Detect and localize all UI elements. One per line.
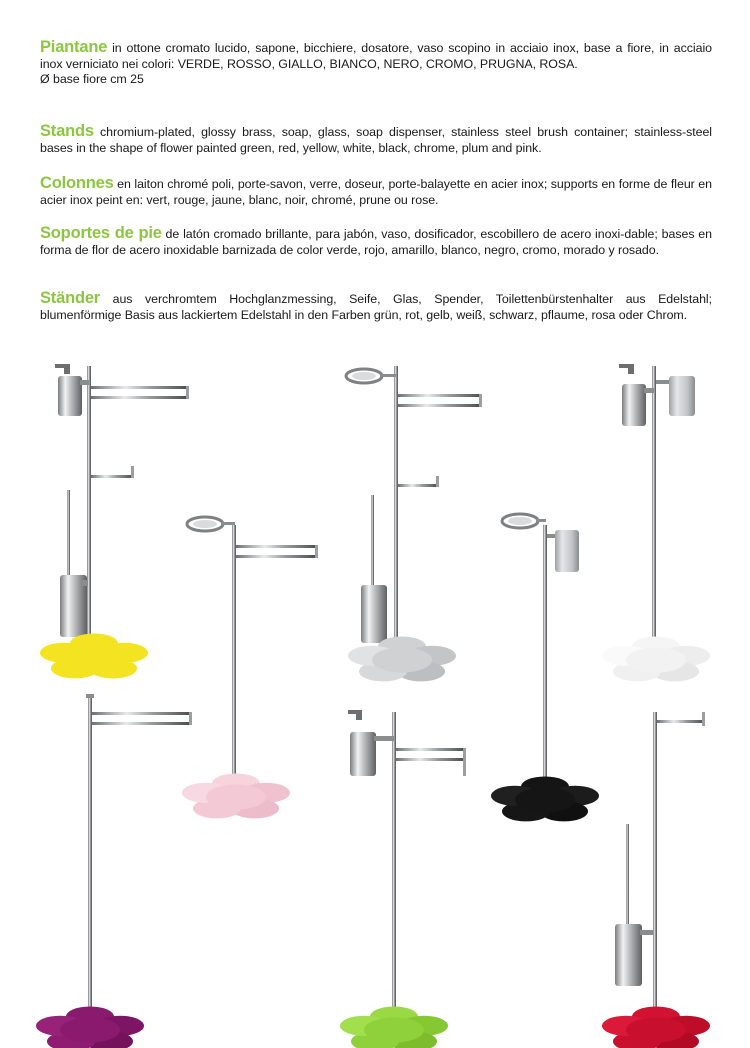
paragraph-stands (40, 124, 712, 156)
stand-chrome (346, 366, 482, 681)
paragraph-text (40, 176, 712, 208)
stand-white (602, 364, 710, 681)
paragraph-body: in ottone cromato lucido, sapone, bicchiere, dosatore, vaso scopino in acciaio inox, base a fiore, in acciaio inox verniciato nei colori: VERDE, ROSSO, GIALLO, BIANCO, NERO, CROMO, PRUGNA, ROSA. (40, 41, 712, 71)
paragraph-text (40, 40, 712, 88)
paragraph-text (40, 124, 712, 156)
paragraph-heading: Ständer (40, 289, 101, 307)
paragraph-text (40, 226, 712, 258)
base-diameter-note: Ø base fiore cm 25 (40, 72, 144, 86)
paragraph-staender (40, 291, 712, 323)
paragraph-body: chromium-plated, glossy brass, soap, glass, soap dispenser, stainless steel brush container; stainless-steel bases in the shape of flower painted green, red, yellow, white, black, chrome, plum and pink. (40, 125, 712, 155)
stand-green (340, 710, 466, 1048)
paragraph-text (40, 291, 712, 323)
paragraph-body: en laiton chromé poli, porte-savon, verre, doseur, porte-balayette en acier inox; supports en forme de fleur en acier inox peint en: vert, rouge, jaune, blanc, noir, chromé, prune ou rose. (40, 177, 712, 207)
paragraph-soportes (40, 226, 712, 258)
stand-black (491, 514, 599, 821)
paragraph-colonnes (40, 176, 712, 208)
stand-plum (36, 694, 192, 1048)
paragraph-heading: Piantane (40, 38, 108, 56)
paragraph-heading: Stands (40, 122, 94, 140)
stand-pink (182, 517, 318, 818)
paragraph-body: aus verchromtem Hochglanzmessing, Seife, Glas, Spender, Toilettenbürstenhalter aus Edelstahl; blumenförmige Basis aus lackiertem Edelstahl in den Farben grün, rot, gelb, weiß, schwarz, pflaume, rosa oder Chrom. (40, 292, 712, 322)
paragraph-body: de latón cromado brillante, para jabón, vaso, dosificador, escobillero de acero inoxi-dable; bases en forma de flor de acero inoxidable barnizada de color verde, rojo, amarillo, blanco, negro, cromo, morado y rosado. (40, 227, 712, 257)
paragraph-heading: Colonnes (40, 174, 114, 192)
paragraph-piantane (40, 40, 712, 88)
stand-red (602, 712, 710, 1048)
stand-yellow (40, 364, 189, 678)
product-gallery (0, 350, 750, 1048)
paragraph-heading: Soportes de pie (40, 224, 162, 242)
